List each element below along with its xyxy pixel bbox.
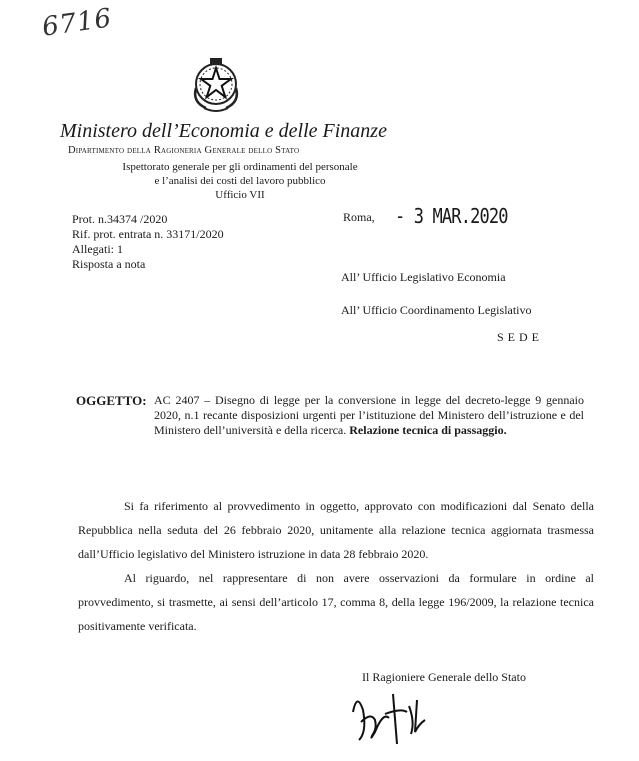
recipient-1: All’ Ufficio Legislativo Economia (341, 270, 506, 284)
attachments: Allegati: 1 (72, 242, 123, 256)
handwritten-signature (345, 682, 475, 752)
reply-to-note: Risposta a nota (72, 257, 146, 271)
inspectorate-line-2: e l’analisi dei costi del lavoro pubblico (154, 175, 326, 187)
protocol-block (72, 212, 224, 272)
italian-republic-emblem-icon (190, 58, 242, 114)
sede: SEDE (497, 330, 543, 344)
subject-main: AC 2407 – Disegno di legge per la conversione in legge del decreto-legge 9 gennaio 2020, n.1 recante disposizioni urgenti per l’istituzione del Ministero dell’istruzione e del Ministero dell’università e della ricerca. (154, 393, 584, 437)
department-name: Dipartimento della Ragioneria Generale dello Stato (68, 145, 300, 156)
date-stamp: - 3 MAR.2020 (395, 204, 508, 228)
reference-protocol: Rif. prot. entrata n. 33171/2020 (72, 227, 224, 241)
subject-bold: Relazione tecnica di passaggio. (349, 423, 507, 437)
office-name: Ufficio VII (215, 189, 265, 201)
inspectorate-line-1: Ispettorato generale per gli ordinamenti del personale (122, 161, 358, 173)
handwritten-note: 6716 (40, 3, 114, 43)
ministry-name: Ministero dell’Economia e delle Finanze (60, 120, 387, 142)
body-paragraph-2: Al riguardo, nel rappresentare di non avere osservazioni da formulare in ordine al provvedimento, si trasmette, ai sensi dell’articolo 17, comma 8, della legge 196/2009, la relazione tecnica positivamente verificata. (78, 571, 594, 633)
subject-label: OGGETTO: (76, 393, 147, 408)
inspectorate-block (90, 160, 390, 202)
body-paragraph-1: Si fa riferimento al provvedimento in oggetto, approvato con modificazioni dal Senato della Repubblica nella seduta del 26 febbraio 2020, unitamente alla relazione tecnica aggiornata trasmessa dall’Ufficio legislativo del Ministero istruzione in data 28 febbraio 2020. (78, 499, 594, 561)
protocol-number: Prot. n.34374 /2020 (72, 212, 168, 226)
signatory-title: Il Ragioniere Generale dello Stato (362, 670, 526, 684)
subject-text (154, 393, 584, 438)
place: Roma, (343, 210, 375, 224)
recipient-2: All’ Ufficio Coordinamento Legislativo (341, 303, 532, 317)
